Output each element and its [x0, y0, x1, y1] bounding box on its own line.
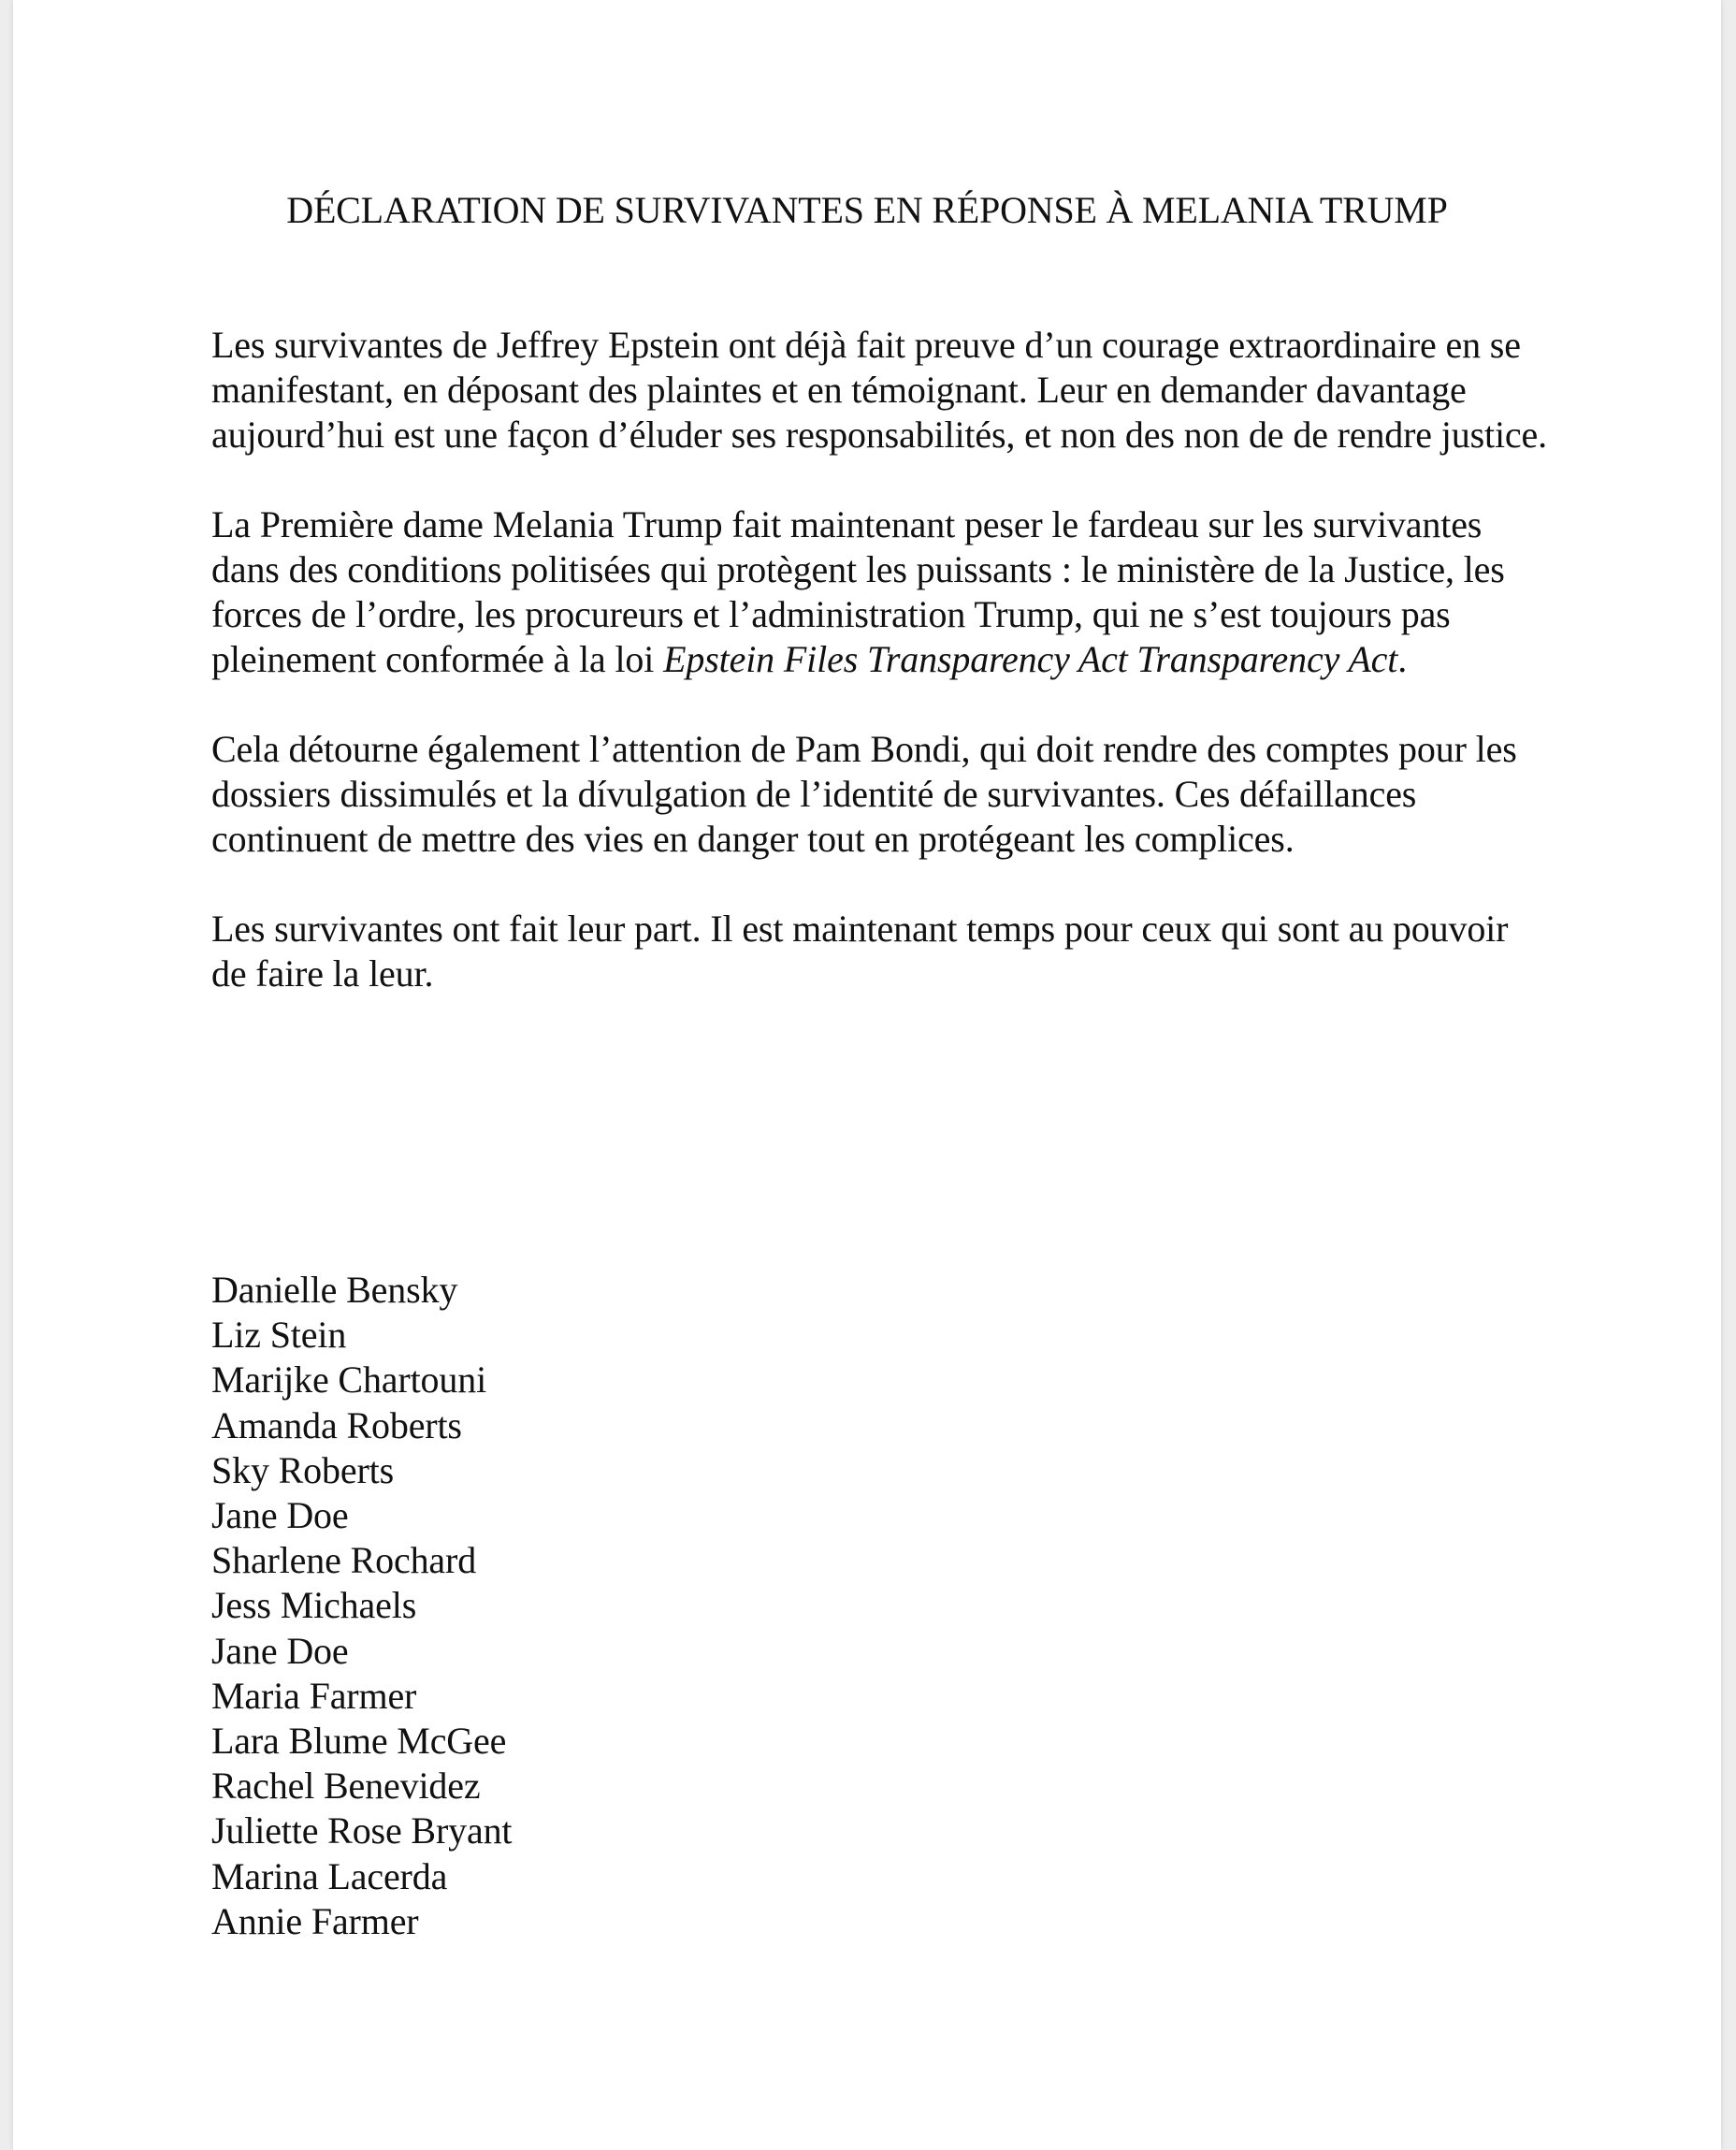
signatory-name: Annie Farmer — [211, 1899, 419, 1942]
law-name-italic: Epstein Files Transparency Act Transparency Act — [663, 638, 1398, 680]
paragraph-2 — [211, 502, 1549, 682]
signatory-name: Juliette Rose Bryant — [211, 1809, 513, 1852]
signatory-name: Jess Michaels — [211, 1584, 417, 1627]
signatory-name: Lara Blume McGee — [211, 1720, 507, 1763]
signatory-name: Marina Lacerda — [211, 1854, 448, 1897]
paragraph-2-end: . — [1397, 638, 1408, 680]
paragraph-3: Cela détourne également l’attention de Pam Bondi, qui doit rendre des comptes pour les dossiers dissimulés et la dívulgation de l’identité de survivantes. Ces défaillances continuent de mettre des vies en danger tout en protégeant les complices. — [211, 728, 1517, 860]
document-title: DÉCLARATION DE SURVIVANTES EN RÉPONSE À MELANIA TRUMP — [286, 189, 1448, 231]
signatory-name: Sharlene Rochard — [211, 1539, 477, 1582]
signatory-name: Liz Stein — [211, 1314, 347, 1357]
signatory-name: Sky Roberts — [211, 1448, 395, 1491]
signatory-name: Danielle Bensky — [211, 1269, 458, 1311]
signatory-name: Marijke Chartouni — [211, 1358, 487, 1402]
signatory-name: Amanda Roberts — [211, 1403, 462, 1446]
signatory-name: Maria Farmer — [211, 1674, 417, 1717]
paragraph-1: Les survivantes de Jeffrey Epstein ont déjà fait preuve d’un courage extraordinaire en se manifestant, en déposant des plaintes et en témoignant. Leur en demander davantage aujourd’hui est une façon d’éluder ses responsabilités, et non des non de de rendre justice. — [211, 324, 1547, 456]
document-body — [211, 323, 1549, 1041]
signatories-list — [211, 1268, 512, 1944]
signatory-name: Jane Doe — [211, 1629, 349, 1672]
paragraph-4: Les survivantes ont fait leur part. Il est maintenant temps pour ceux qui sont au pouvoir de faire la leur. — [211, 908, 1509, 995]
document-page — [13, 0, 1721, 2150]
signatory-name: Rachel Benevidez — [211, 1765, 481, 1808]
signatory-name: Jane Doe — [211, 1494, 349, 1537]
paragraph-2-text: La Première dame Melania Trump fait maintenant peser le fardeau sur les survivantes dans des conditions politisées qui protègent les puissants : le ministère de la Justice, les forces de l’ordre, les procureurs et l’administration Trump, qui ne s’est toujours pas pleinement conformée à la loi — [211, 503, 1505, 680]
